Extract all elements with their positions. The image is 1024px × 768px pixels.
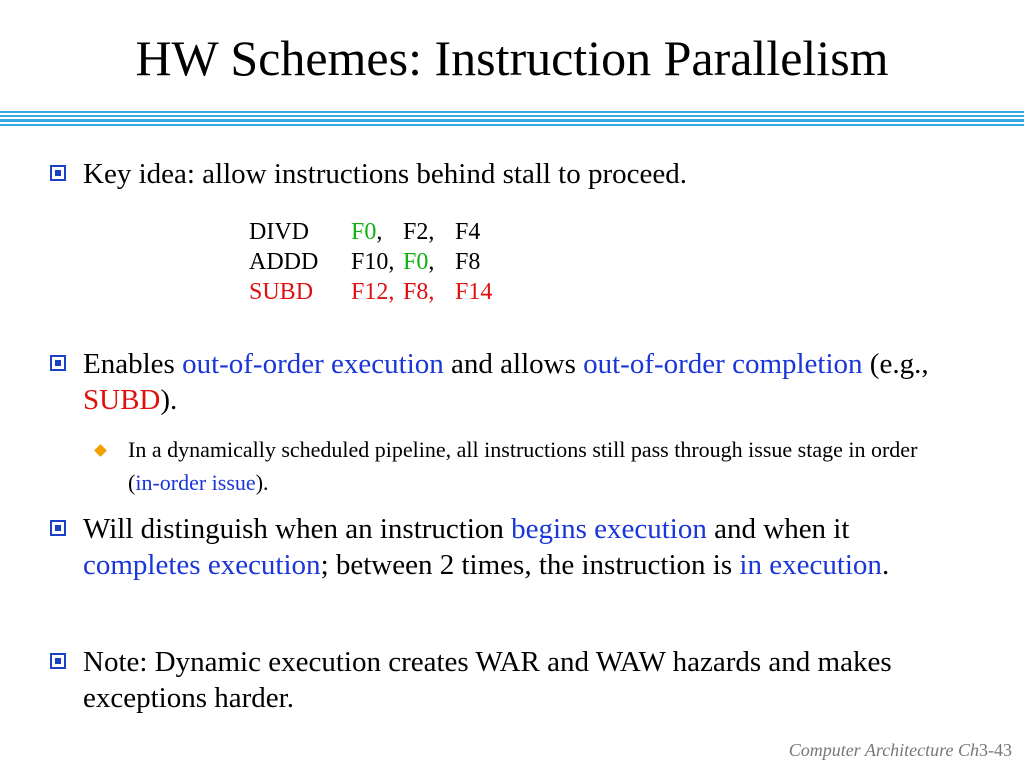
highlight-term: in-order issue [135,470,256,495]
highlight-term: out-of-order execution [182,348,444,380]
separator: , [428,249,435,275]
instruction-listing [249,217,492,307]
register: F14 [455,279,493,305]
register: F8, [403,279,435,305]
title-rule [0,111,1024,127]
register: F0 [403,249,429,275]
register: F8 [455,249,481,275]
slide-title: HW Schemes: Instruction Parallelism [135,30,889,86]
diamond-bullet-icon [94,444,107,457]
highlight-term: begins execution [511,513,707,545]
opcode: SUBD [249,279,314,305]
square-bullet-icon [50,165,66,181]
opcode: ADDD [249,249,319,275]
footer-course: Computer Architecture Ch [788,740,979,760]
square-bullet-icon [50,355,66,371]
instruction-row [249,217,492,247]
bullet-text: Will distinguish when an instruction begins execution and when it completes execution; between 2 times, the instruction is in execution. [83,513,890,581]
register: F10, [351,249,395,275]
square-bullet-icon [50,653,66,669]
bullet-text: Key idea: allow instructions behind stall to proceed. [83,158,688,190]
slide-footer [789,740,1012,761]
separator: , [376,219,383,245]
bullet-text: Enables out-of-order execution and allows out-of-order completion (e.g., SUBD). [83,348,929,416]
subbullet-text: In a dynamically scheduled pipeline, all instructions still pass through issue stage in order (in-order issue). [128,437,918,495]
register: F0 [351,219,377,245]
page-number: 3-43 [979,740,1012,760]
square-bullet-icon [50,520,66,536]
register: F12, [351,279,395,305]
highlight-term: in execution [739,549,882,581]
register: F2, [403,219,435,245]
highlight-term: out-of-order completion [583,348,863,380]
highlight-term: completes execution [83,549,321,581]
bullet-text: Note: Dynamic execution creates WAR and WAW hazards and makes exceptions harder. [83,646,892,714]
highlight-term: SUBD [83,384,161,416]
opcode: DIVD [249,219,309,245]
instruction-row [249,277,492,307]
register: F4 [455,219,481,245]
instruction-row [249,247,492,277]
